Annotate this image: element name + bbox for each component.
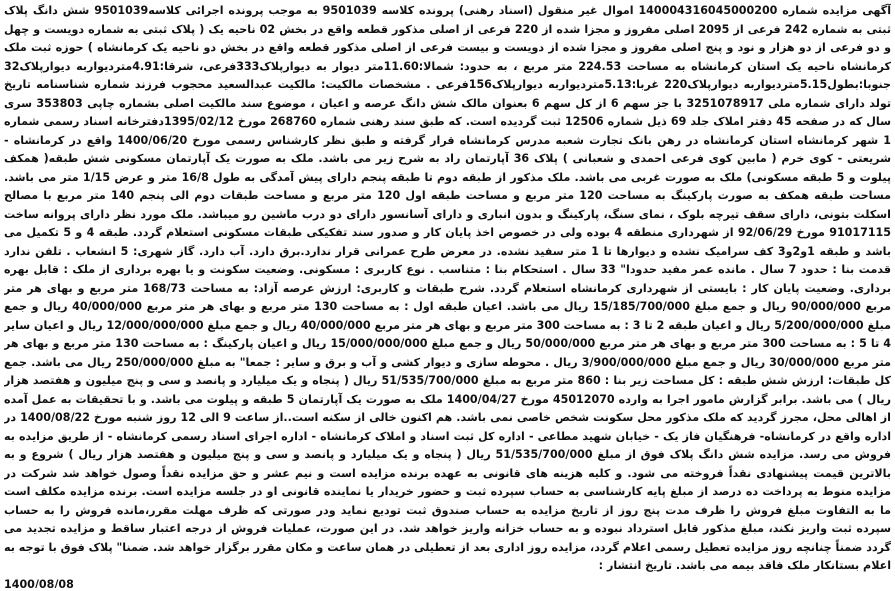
publish-date: 1400/08/08	[4, 577, 74, 588]
auction-notice	[4, 2, 891, 588]
notice-body: آگهی مزایده شماره 140004316045000200 اموال غیر منقول (اسناد رهنی) پرونده کلاسه 9501039 به موجب پرونده اجرائی کلاسه9501039 شش دانگ پلاک ثبتی به شماره 242 فرعی از 2095 اصلی مفروز و مجزا شده از 220 فرعی از اصلی مذکور قطعه واقع در بخش 02 ناحیه یک ( پلاک ثبتی به شماره دویست و چهل و دو فرعی از دو هزار و نود و پنج اصلی مفروز و مجزا شده از دویست و بیست فرعی از اصلی مذکور قطعه واقع در بخش دو ناحیه یک کرمانشاه ) حوزه ثبت ملک کرمانشاه ناحیه یک استان کرمانشاه به مساحت 224.53 متر مربع ، به حدود: شمالا:11.60متر دیوار به دیوارپلاک333فرعی، شرقا:4.91متردیواربه دیوارپلاک32 جنوبا:بطول5.15متردیواربه دیوارپلاک220 غربا:5.13متردیواربه دیوارپلاک156فرعی . مشخصات مالکیت: مالکیت عبدالسعید محجوب فرزند شماره شناسنامه تاریخ تولد دارای شماره ملی 3251078917 با جز سهم 6 از کل سهم 6 بعنوان مالک شش دانگ عرصه و اعیان ، موضوع سند مالکیت اصلی بشماره چاپی 353803 سری سال که در صفحه 45 دفتر املاک جلد 69 ذیل شماره 12506 ثبت گردیده است. که طبق سند رهنی شماره 268760 مورخ 1395/02/12دفترخانه اسناد رسمی شماره 1 شهر کرمانشاه استان کرمانشاه در رهن بانک تجارت شعبه مدرس کرمانشاه قرار گرفته و طبق نظر کارشناس رسمی مورخ 1400/06/20 واقع در کرمانشاه - شریعتی - کوی خرم ( مابین کوی فرعی احمدی و شعبانی ) پلاک 36 آپارتمان راد به شرح زیر می باشد. ملک به صورت یک آپارتمان مسکونی شش طبقه( همکف پیلوت و 5 طبقه مسکونی) ملک به صورت غربی می باشد. ملک مذکور از طبقه دوم تا طبقه پنجم دارای پیش آمدگی به طول 16/8 متر و عرض 1/15 متر می باشد. مساحت طبقه همکف به صورت پارکینگ به مساحت 120 متر مربع و مساحت طبقه اول 120 متر مربع و مساحت طبقات دوم الی پنجم 140 متر مربع با مصالح اسکلت بتونی، دارای سقف تیرچه بلوک ، نمای سنگ، پارکینگ و بدون انباری و دارای آسانسور دارای دو درب ماشین رو میباشد. ملک مورد نظر دارای پروانه ساخت 91017115 مورخ 92/06/29 از شهرداری منطقه 4 بوده ولی در خصوص اخذ پایان کار و صدور سند تفکیکی طبقات مسکونی استعلام گردد. طبقه 4 و 5 تکمیل می باشد و طبقه 1و2و3 کف سرامیک نشده و دیوارها تا 1 متر سفید نشده. در معرض طرح عمرانی قرار ندارد.برق دارد. آب دارد. گاز شهری: 5 انشعاب . تلفن ندارد قدمت بنا : حدود 7 سال . مانده عمر مفید حدودا" 33 سال . استحکام بنا : متناسب . نوع کاربری : مسکونی. وضعیت سکونت و یا بهره برداری از ملک : قابل بهره برداری. وضعیت پایان کار : بایستی از شهرداری کرمانشاه استعلام گردد. شرح طبقات و کاربری: ارزش عرصه آزاد: به مساحت 168/73 متر مربع و بهای هر متر مربع 90/000/000 ریال و جمع مبلغ 15/185/700/000 ریال می باشد. اعیان طبقه اول : به مساحت 130 متر مربع و بهای هر متر مربع 40/000/000 ریال و جمع مبلغ 5/200/000/000 ریال و اعیان طبقه 2 تا 3 : به مساحت 300 متر مربع و بهای هر متر مربع 40/000/000 ریال و جمع مبلغ 12/000/000/000 ریال و اعیان سایر 4 تا 5 : به مساحت 300 متر مربع و بهای هر متر مربع 50/000/000 ریال و جمع مبلغ 15/000/000/000 ریال و اعیان پارکینگ : به مساحت 130 متر مربع و بهای هر متر مربع 30/000/000 ریال و جمع مبلغ 3/900/000/000 ریال . محوطه سازی و دیوار کشی و آب و برق و سایر : جمعا" به مبلغ 250/000/000 ریال می باشد. جمع کل طبقات: ارزش شش طبقه : کل مساحت زیر بنا : 860 متر مربع به مبلغ 51/535/700/000 ریال ( پنجاه و یک میلیارد و پانصد و سی و پنج میلیون و هفتصد هزار ریال ) می باشد. برابر گزارش مامور اجرا به وارده 45012070 مورخ 1400/04/27 ملک به صورت یک آپارتمان 5 طبقه و پیلوت می باشد. و با تحقیقات به عمل آمده از اهالی محل، مجرز گردید که ملک مذکور محل سکونت شخص خاصی نمی باشد. هم اکنون خالی از سکنه است..از ساعت 9 الی 12 روز شنبه مورخ 1400/08/22 در اداره واقع در کرمانشاه- فرهنگیان فاز یک - خیابان شهید مطاعی - اداره کل ثبت اسناد و املاک کرمانشاه - اداره اجرای اسناد رسمی کرمانشاه - از طریق مزایده به فروش می رسد. مزایده شش دانگ پلاک فوق از مبلغ 51/535/700/000 ریال ( پنجاه و یک میلیارد و پانصد و سی و پنج میلیون و هفتصد هزار ریال ) شروع و به بالاترین قیمت پیشنهادی نقداً فروخته می شود. و کلیه هزینه های قانونی به عهده برنده مزایده است و نیم عشر و حق مزایده نقداً وصول خواهد شد شرکت در مزایده منوط به پرداخت ده درصد از مبلغ پایه کارشناسی به حساب سپرده ثبت و حضور خریدار یا نماینده قانونی او در جلسه مزایده است. برنده مزایده مکلف است ما به التفاوت مبلغ فروش را ظرف مدت پنج روز از تاریخ مزایده به حساب صندوق ثبت تودیع نماید ودر صورتی که ظرف مهلت مقرر،مانده فروش را به حساب سپرده ثبت واریز نکند، مبلغ مذکور قابل استرداد نبوده و به حساب خزانه واریز خواهد شد. در این صورت، عملیات فروش از درجه اعتبار ساقط و مزایده تجدید می گردد ضمناً چنانچه روز مزایده تعطیل رسمی اعلام گردد، مزایده روز اداری بعد از تعطیلی در همان ساعت و مکان مقرر برگزار خواهد شد. ضمنا" پلاک فوق با توجه به اعلام بستانکار ملک فاقد بیمه می باشد. تاریخ انتشار :	[4, 4, 891, 572]
